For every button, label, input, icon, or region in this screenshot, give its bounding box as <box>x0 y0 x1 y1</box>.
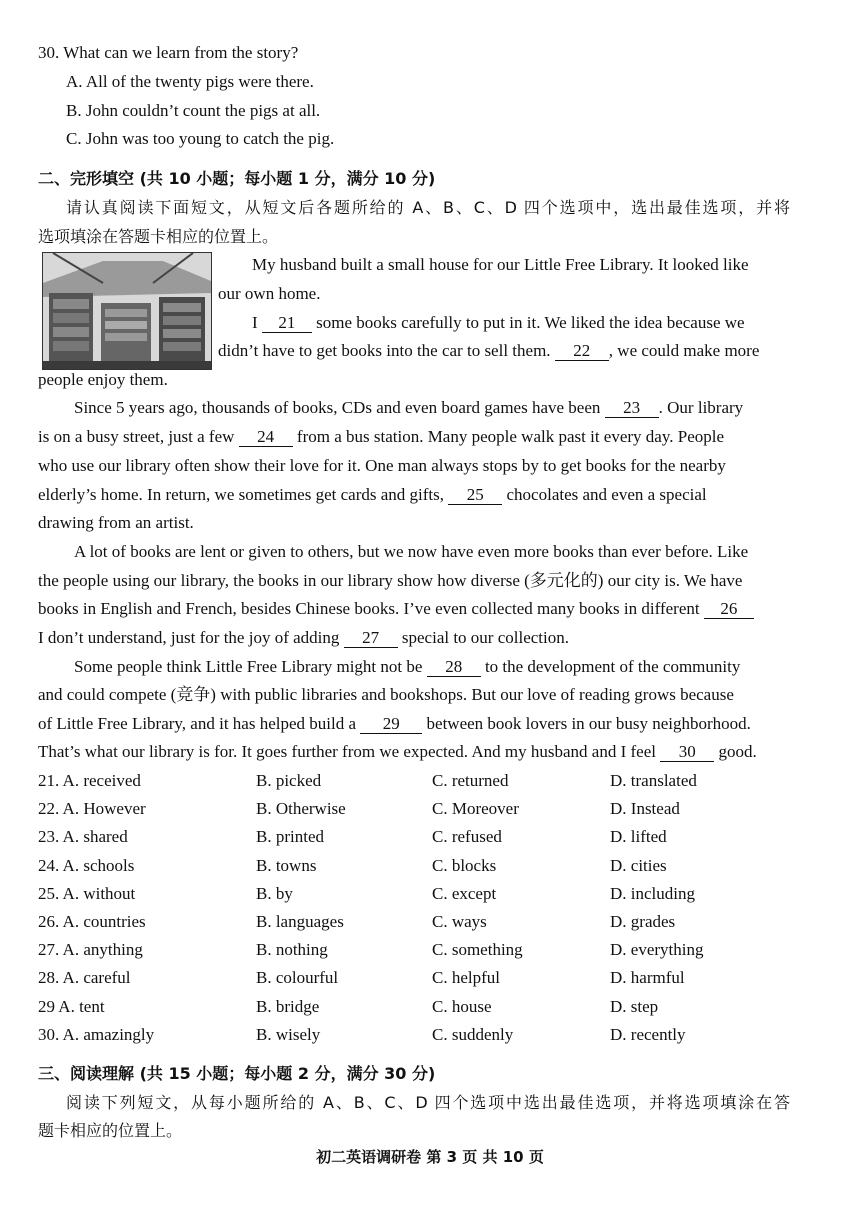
choice-22-c: C. Moreover <box>432 799 519 818</box>
choice-22-b: B. Otherwise <box>256 799 346 818</box>
passage-p5-line-3 <box>38 713 751 735</box>
choice-29-c: C. house <box>432 997 492 1016</box>
blank-24: 24 <box>239 428 293 447</box>
choice-26-c: C. ways <box>432 912 487 931</box>
section-3-instruction-line-1: 阅读下列短文，从每小题所给的 A、B、C、D 四个选项中选出最佳选项，并将选项填涂在答 <box>66 1093 790 1112</box>
section-2-heading: 二、完形填空 (共 10 小题；每小题 1 分，满分 10 分) <box>38 169 436 188</box>
passage-p4-line-2: the people using our library, the books in our library show how diverse (多元化的) our city is. We have <box>38 571 743 590</box>
passage-p2-text-c: didn’t have to get books into the car to sell them. <box>218 341 551 360</box>
passage-p3-line-3: who use our library often show their love for it. One man always stops by to get books for the nearby <box>38 456 726 475</box>
passage-p1-line-2: our own home. <box>218 284 321 303</box>
passage-p2-text-d: , we could make more <box>608 341 760 360</box>
blank-29: 29 <box>360 715 422 734</box>
choice-26-a: 26. A. countries <box>38 912 146 931</box>
section-2-instruction-line-1: 请认真阅读下面短文，从短文后各题所给的 A、B、C、D 四个选项中，选出最佳选项，并将 <box>66 198 790 217</box>
passage-p3-text-a: Since 5 years ago, thousands of books, CDs and even board games have been <box>74 398 601 417</box>
passage-p4-text-a: books in English and French, besides Chinese books. I’ve even collected many books in different <box>38 599 700 618</box>
question-30-stem: 30. What can we learn from the story? <box>38 43 299 62</box>
choice-29-a: 29 A. tent <box>38 997 105 1016</box>
choice-24-d: D. cities <box>610 856 667 875</box>
passage-p2-text-a: I <box>252 313 258 332</box>
choice-27-d: D. everything <box>610 940 704 959</box>
passage-p5-line-4 <box>38 741 757 763</box>
passage-p2-line-3: people enjoy them. <box>38 370 168 389</box>
choice-23-b: B. printed <box>256 827 324 846</box>
choice-21-b: B. picked <box>256 771 322 790</box>
section-3-heading: 三、阅读理解 (共 15 小题；每小题 2 分，满分 30 分) <box>38 1064 436 1083</box>
choice-22-a: 22. A. However <box>38 799 146 818</box>
passage-p5-line-2: and could compete (竞争) with public libraries and bookshops. But our love of reading grows because <box>38 685 734 704</box>
choice-28-d: D. harmful <box>610 968 685 987</box>
passage-p4-text-c: special to our collection. <box>401 628 570 647</box>
choice-21-d: D. translated <box>610 771 697 790</box>
choice-24-c: C. blocks <box>432 856 497 875</box>
choice-30-c: C. suddenly <box>432 1025 514 1044</box>
blank-22: 22 <box>555 342 609 361</box>
choice-23-a: 23. A. shared <box>38 827 128 846</box>
passage-p4-text-b: I don’t understand, just for the joy of adding <box>38 628 340 647</box>
passage-p5-text-f: good. <box>718 742 757 761</box>
question-30-option-b: B. John couldn’t count the pigs at all. <box>66 101 321 120</box>
passage-p5-line-1 <box>74 656 740 678</box>
passage-p4-line-4 <box>38 627 569 649</box>
passage-p5-text-a: Some people think Little Free Library might not be <box>74 657 423 676</box>
passage-p3-text-d: from a bus station. Many people walk past it every day. People <box>296 427 725 446</box>
passage-p3-line-2 <box>38 426 724 448</box>
choice-24-a: 24. A. schools <box>38 856 135 875</box>
choice-21-a: 21. A. received <box>38 771 141 790</box>
passage-p1-line-1: My husband built a small house for our Little Free Library. It looked like <box>252 255 749 274</box>
passage-p4-line-3 <box>38 598 754 620</box>
passage-p5-text-b: to the development of the community <box>484 657 741 676</box>
choice-28-c: C. helpful <box>432 968 500 987</box>
choice-30-b: B. wisely <box>256 1025 321 1044</box>
choice-29-b: B. bridge <box>256 997 320 1016</box>
choice-25-d: D. including <box>610 884 695 903</box>
passage-p5-text-d: between book lovers in our busy neighborhood. <box>426 714 751 733</box>
passage-p2-line-2 <box>218 340 759 362</box>
passage-p3-line-5: drawing from an artist. <box>38 513 194 532</box>
section-2-instruction-line-2: 选项填涂在答题卡相应的位置上。 <box>38 227 279 246</box>
passage-p5-text-e: That’s what our library is for. It goes further from we expected. And my husband and I feel <box>38 742 656 761</box>
choice-23-d: D. lifted <box>610 827 667 846</box>
choice-27-b: B. nothing <box>256 940 328 959</box>
passage-p3-line-4 <box>38 484 707 506</box>
passage-p4-line-1: A lot of books are lent or given to others, but we now have even more books than ever before. Like <box>74 542 749 561</box>
choice-25-a: 25. A. without <box>38 884 136 903</box>
passage-p3-text-f: chocolates and even a special <box>506 485 707 504</box>
choice-24-b: B. towns <box>256 856 317 875</box>
blank-30: 30 <box>660 743 714 762</box>
page-footer: 初二英语调研卷 第 3 页 共 10 页 <box>316 1148 544 1166</box>
choice-28-a: 28. A. careful <box>38 968 131 987</box>
blank-23: 23 <box>605 399 659 418</box>
blank-25: 25 <box>448 486 502 505</box>
question-30-option-c: C. John was too young to catch the pig. <box>66 129 335 148</box>
question-30-option-a: A. All of the twenty pigs were there. <box>66 72 314 91</box>
passage-p3-line-1 <box>74 397 743 419</box>
library-photo <box>42 252 212 370</box>
choice-26-b: B. languages <box>256 912 344 931</box>
blank-26: 26 <box>704 600 754 619</box>
choice-25-b: B. by <box>256 884 293 903</box>
choice-29-d: D. step <box>610 997 659 1016</box>
choice-26-d: D. grades <box>610 912 676 931</box>
passage-p3-text-c: is on a busy street, just a few <box>38 427 235 446</box>
choice-30-a: 30. A. amazingly <box>38 1025 155 1044</box>
choice-28-b: B. colourful <box>256 968 339 987</box>
passage-p5-text-c: of Little Free Library, and it has helped build a <box>38 714 357 733</box>
choice-22-d: D. Instead <box>610 799 680 818</box>
blank-28: 28 <box>427 658 481 677</box>
choice-21-c: C. returned <box>432 771 509 790</box>
passage-p3-text-e: elderly’s home. In return, we sometimes get cards and gifts, <box>38 485 444 504</box>
section-3-instruction-line-2: 题卡相应的位置上。 <box>38 1121 183 1140</box>
choice-30-d: D. recently <box>610 1025 686 1044</box>
passage-p3-text-b: . Our library <box>658 398 744 417</box>
choice-27-c: C. something <box>432 940 523 959</box>
passage-p2-line-1 <box>252 312 745 334</box>
library-photo-illustration <box>43 253 211 369</box>
choice-23-c: C. refused <box>432 827 502 846</box>
blank-21: 21 <box>262 314 312 333</box>
choice-25-c: C. except <box>432 884 497 903</box>
passage-p2-text-b: some books carefully to put in it. We liked the idea because we <box>316 313 745 332</box>
blank-27: 27 <box>344 629 398 648</box>
choice-27-a: 27. A. anything <box>38 940 143 959</box>
